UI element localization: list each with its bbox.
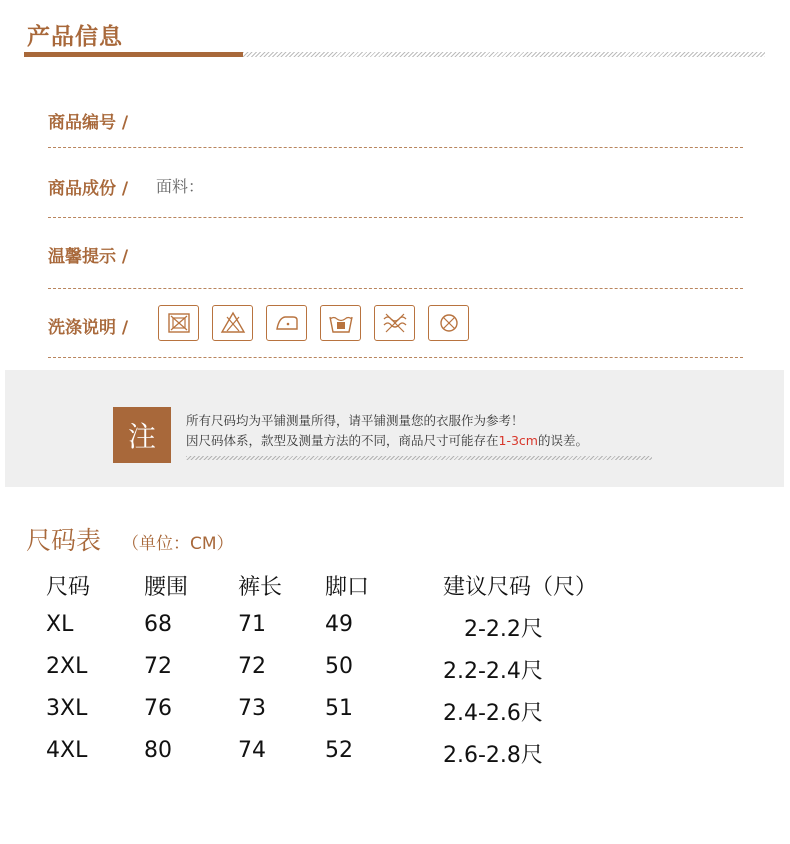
table-cell: 49 — [325, 612, 353, 637]
table-cell: 2.2-2.4尺 — [443, 659, 543, 684]
info-label: 洗涤说明 / — [48, 318, 129, 338]
size-chart-title: 尺码表 — [26, 526, 102, 555]
table-cell: 4XL — [46, 738, 88, 763]
table-cell: 74 — [238, 738, 266, 763]
divider — [48, 357, 743, 358]
section-title: 产品信息 — [27, 24, 123, 50]
column-header: 建议尺码（尺） — [443, 575, 598, 600]
title-underline — [24, 52, 243, 57]
divider — [48, 147, 743, 148]
wash-icon-list — [158, 305, 469, 341]
no-bleach-icon — [212, 305, 253, 341]
info-label: 温馨提示 / — [48, 247, 129, 267]
note-underline-hatch — [186, 456, 652, 460]
note-line-2-text: 因尺码体系，款型及测量方法的不同，商品尺寸可能存在 — [186, 433, 499, 448]
column-header: 腰围 — [144, 575, 189, 600]
table-cell: 2.4-2.6尺 — [443, 701, 543, 726]
column-header: 脚口 — [325, 575, 370, 600]
wash-water-temp-icon — [320, 305, 361, 341]
table-cell: 72 — [238, 654, 266, 679]
table-cell: 2-2.2尺 — [464, 617, 543, 642]
title-underline-hatch — [243, 52, 765, 57]
table-cell: 76 — [144, 696, 172, 721]
hand-wash-icon — [158, 305, 199, 341]
table-cell: 71 — [238, 612, 266, 637]
table-cell: 80 — [144, 738, 172, 763]
table-cell: 73 — [238, 696, 266, 721]
note-badge: 注 — [113, 407, 171, 463]
table-cell: 50 — [325, 654, 353, 679]
table-cell: XL — [46, 612, 74, 637]
table-cell: 2.6-2.8尺 — [443, 743, 543, 768]
info-value: 面料： — [156, 177, 205, 196]
size-chart-unit: （单位：CM） — [122, 534, 234, 554]
table-cell: 2XL — [46, 654, 88, 679]
no-dry-clean-icon — [428, 305, 469, 341]
column-header: 尺码 — [46, 575, 91, 600]
table-cell: 68 — [144, 612, 172, 637]
table-cell: 72 — [144, 654, 172, 679]
no-tumble-dry-icon — [374, 305, 415, 341]
low-iron-icon — [266, 305, 307, 341]
info-label: 商品成份 / — [48, 179, 129, 199]
note-highlight: 1-3cm — [498, 433, 538, 448]
info-label: 商品编号 / — [48, 113, 129, 133]
note-line-2 — [186, 431, 588, 451]
note-text — [186, 411, 588, 451]
column-header: 裤长 — [238, 575, 283, 600]
note-line-1: 所有尺码均为平铺测量所得，请平铺测量您的衣服作为参考！ — [186, 413, 524, 428]
note-line-2-end: 的误差。 — [537, 433, 588, 448]
table-cell: 51 — [325, 696, 353, 721]
divider — [48, 217, 743, 218]
table-cell: 3XL — [46, 696, 88, 721]
table-cell: 52 — [325, 738, 353, 763]
divider — [48, 288, 743, 289]
